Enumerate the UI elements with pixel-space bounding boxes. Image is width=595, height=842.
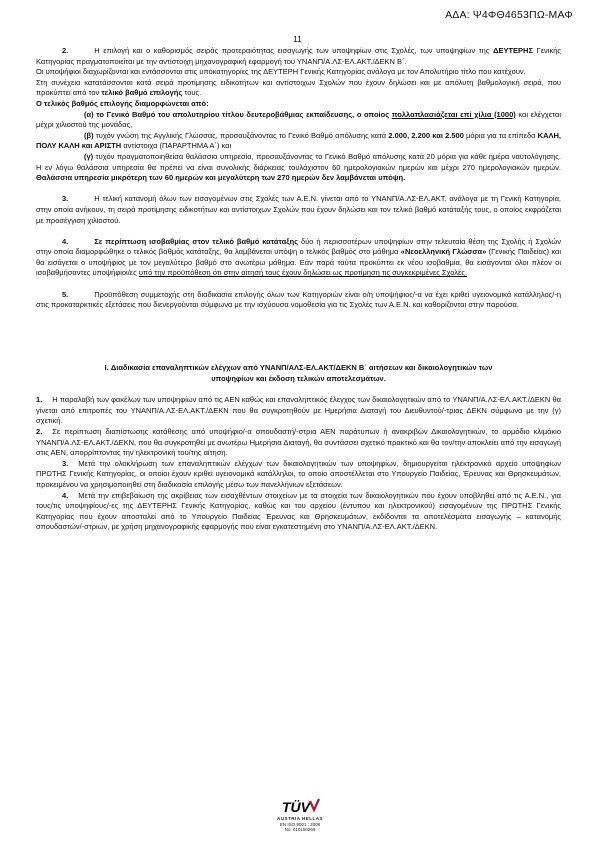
paragraph-number: 2. bbox=[62, 46, 69, 55]
section-item-3: 3. Μετά την ολοκλήρωση των επαναληπτικών ελέγχων των δικαιολογητικών των υποψηφίων, δημιουργείται ηλεκτρονικό αρχείο υποψηφίων ΠΡΩΤΗΣ Γενικής Κατηγορίας, οι οποίοι έχουν κριθεί υγειονομικά κατάλληλοι, το οποίο αποστέλλεται στο Υπουργείο Παιδείας, Έρευνας και Θρησκευμάτων, προκειμένου να χρησιμοποιηθεί στη διαδικασία επιλογής μέσω των πανελλήνιων εξετάσεων. bbox=[36, 458, 561, 489]
item-c: (γ) τυχόν πραγματοποιηθείσα θαλάσσια υπηρεσία, προσαυξάνοντας το Γενικό Βαθμό απόλυσης κατά 20 μόρια για κάθε ημέρα ναυτολόγησης. Η εν λόγω θαλάσσια υπηρεσία θα πρέπει να είναι συνολικής διάρκειας τουλάχιστον 60 ημερολογιακών ημερών και μέχρι 270 ημερολογιακών ημερών. Θαλάσσια υπηρεσία μικρότερη των 60 ημερών και μεγαλύτερη των 270 ημερών δεν λαμβάνεται υπόψη. bbox=[36, 151, 561, 183]
svg-text:TÜV: TÜV bbox=[282, 799, 310, 815]
paragraph-4: 4. Σε περίπτωση ισοβαθμίας στον τελικό βαθμό κατάταξης δύο ή περισσοτέρων υποψηφίων στην τελευταία θέση της Σχολής ή Σχολών στην οποία διαμορφώθηκε ο τελικός βαθμός κατάταξης, θα λαμβάνεται υπόψη ο τελικός βαθμός στο μάθημα «Νεοελληνική Γλώσσα» (Γενικής Παιδείας) και θα εισάγεται ο υποψήφιος με τον μεγαλύτερο βαθμό στο ανωτέρω μάθημα. Εάν παρά ταύτα προκύπτει εκ νέου ισοβαθμία, θα εισάγονται όλοι πλέον οι ισοβαθμήσαντες υποψήφιοι/ες υπό την προϋπόθεση ότι στην αίτησή τους έχουν δηλώσει ως προτίμηση τις συγκεκριμένες Σχολές. bbox=[36, 236, 561, 278]
page-number: 11 bbox=[293, 34, 302, 44]
tuv-mark-icon bbox=[280, 798, 320, 816]
final-grade-heading: Ο τελικός βαθμός επιλογής διαμορφώνεται από: bbox=[36, 98, 209, 108]
logo-number: No: 010150269 bbox=[284, 827, 316, 832]
ada-code: ΑΔΑ: Ψ4ΦΘ4653ΠΩ-ΜΑΦ bbox=[445, 9, 573, 21]
item-a: (α) το Γενικό Βαθμό του απολυτηρίου τίτλου δευτεροβάθμιας εκπαίδευσης, ο οποίος πολλαπλασιάζεται επί χίλια (1000) και ελέγχεται μέχρι χιλιοστού της μονάδας, bbox=[36, 109, 561, 130]
tuv-certification-logo bbox=[255, 798, 345, 833]
section-item-1: 1. Η παραλαβή των φακέλων των υποψηφίων από τις ΑΕΝ καθώς και επαναληπτικός έλεγχος των δικαιολογητικών από το ΥΝΑΝΠ/Α.ΛΣ-ΕΛ.ΑΚΤ./ΔΕΚΝ θα γίνεται από επιτροπές του ΥΝΑΝΠ/Α.ΛΣ-ΕΛ.ΑΚΤ./ΔΕΚΝ που θα συγκροτηθούν με Ημερήσια Διαταγή του Διευθυντού/-τριας ΔΕΚΝ σύμφωνα με την (γ) σχετική. bbox=[36, 395, 561, 426]
paragraph-2-ranking: Στη συνέχεια κατατάσσονται κατά σειρά προτίμησης ειδικοτήτων και αντίστοιχων Σχολών που έχουν δηλώσει και με απόλυτη βαθμολογική σειρά, που προκύπτει από τον τελικό βαθμό επιλογής τους. bbox=[36, 77, 561, 98]
paragraph-2: 2. Η επιλογή και ο καθορισμός σειράς προτεραιότητας εισαγωγής των υποψηφίων στις Σχολές, των υποψηφίων της ΔΕΥΤΕΡΗΣ Γενικής Κατηγορίας πραγματοποιείται με την αντίστοιχη μηχανογραφική εφαρμογή του ΥΝΑΝΠ/Α.ΛΣ-ΕΛ.ΑΚΤ./ΔΕΚΝ Β΄. bbox=[36, 46, 561, 66]
logo-iso: EN ISO 9001 : 2008 bbox=[279, 821, 321, 827]
logo-subtitle: AUSTRIA HELLAS bbox=[276, 816, 324, 821]
document-body bbox=[36, 46, 561, 533]
section-item-2: 2. Σε περίπτωση διαπίστωσης κατάθεσης από υποψήφιο/-α σπουδαστή/-στρια ΑΕΝ παράτυπων ή ανακριβών Δικαιολογητικών, το αρμόδιο κλιμάκιο ΥΝΑΝΠ/Α.ΛΣ-ΕΛ.ΑΚΤ./ΔΕΚΝ, που θα συγκροτηθεί με ανωτέρω Ημερήσια Διαταγή, θα συντάσσει σχετικό πρακτικό και θα τον/την αποκλείει από την εισαγωγή στις ΑΕΝ, απορρίπτοντας την ηλεκτρονική του/της αίτηση. bbox=[36, 427, 561, 458]
paragraph-2-subcategories: Οι υποψήφιοι διαχωρίζονται και εντάσσονται στις υποκατηγορίες της ΔΕΥΤΕΡΗ Γενικής Κατηγορίας ανάλογα με τον Απολυτήριο τίτλο που κατέχουν. bbox=[36, 67, 526, 77]
section-heading: I. Διαδικασία επαναληπτικών ελέγχων από ΥΝΑΝΠ/ΑΛΣ-ΕΛ.ΑΚΤ/ΔΕΚΝ Β΄ αιτήσεων και δικαιολογητικών των υποψηφίων και έκδοση τελικών αποτελεσμάτων. bbox=[104, 363, 493, 384]
paragraph-5: 5. Προϋπόθεση συμμετοχής στη διαδικασία επιλογής όλων των Κατηγοριών είναι ο/η υποψήφιος/-α να έχει κριθεί υγειονομικά κατάλληλος/-η στις προκαταρκτικές εξετάσεις που διενεργούνται σύμφωνα με την ισχύουσα νομοθεσία για τις Σχολές των Α.Ε.Ν. και καθορίζονται στην παρούσα. bbox=[36, 289, 561, 310]
section-item-4: 4. Μετά την επιβεβαίωση της ακρίβειας των εισαχθέντων στοιχείων με τα στοιχεία των δικαιολογητικών που έχουν υποβληθεί από τις Α.Ε.Ν., για τους/τις υποψηφίους/-ες της ΔΕΥΤΕΡΗΣ Γενικής Κατηγορίας, καθώς και του αρχείου (έντυπου και ηλεκτρονικού) εισαγομένων της ΠΡΩΤΗΣ Γενικής Κατηγορίας που έχουν αποσταλεί από το Υπουργείο Παιδείας Έρευνας και Θρησκευμάτων, εκδίδονται τα αποτελέσματα εισαγωγής – κατανομής σπουδαστών/-στριων, με χρήση μηχανογραφικής εφαρμογής που είναι εγκατεστημένη στο ΥΝΑΝΠ/Α.ΛΣ-ΕΛ.ΑΚΤ./ΔΕΚΝ. bbox=[36, 490, 561, 532]
paragraph-3: 3. Η τελική κατανομή όλων των εισαγομένων στις Σχολές των Α.Ε.Ν. γίνεται από το ΥΝΑΝΠ/Α.ΛΣ-ΕΛ.ΑΚΤ. ανάλογα με τη Γενική Κατηγορία, στην οποία ανήκουν, τη σειρά προτίμησης ειδικοτήτων και αντίστοιχων Σχολών που έχουν δηλώσει και τον τελικό βαθμό κατάταξής τους, ο οποίος εκφράζεται με προσέγγιση χιλιοστού. bbox=[36, 194, 561, 225]
item-b: (β) τυχόν γνώση της Αγγλικής Γλώσσας, προσαυξάνοντας το Γενικό Βαθμό απόλυσης κατά 2.000, 2.200 και 2.500 μόρια για τα επίπεδα ΚΑΛΗ, ΠΟΛΥ ΚΑΛΗ και ΑΡΙΣΤΗ αντίστοιχα (ΠΑΡΑΡΤΗΜΑ Α΄) και bbox=[36, 130, 561, 151]
